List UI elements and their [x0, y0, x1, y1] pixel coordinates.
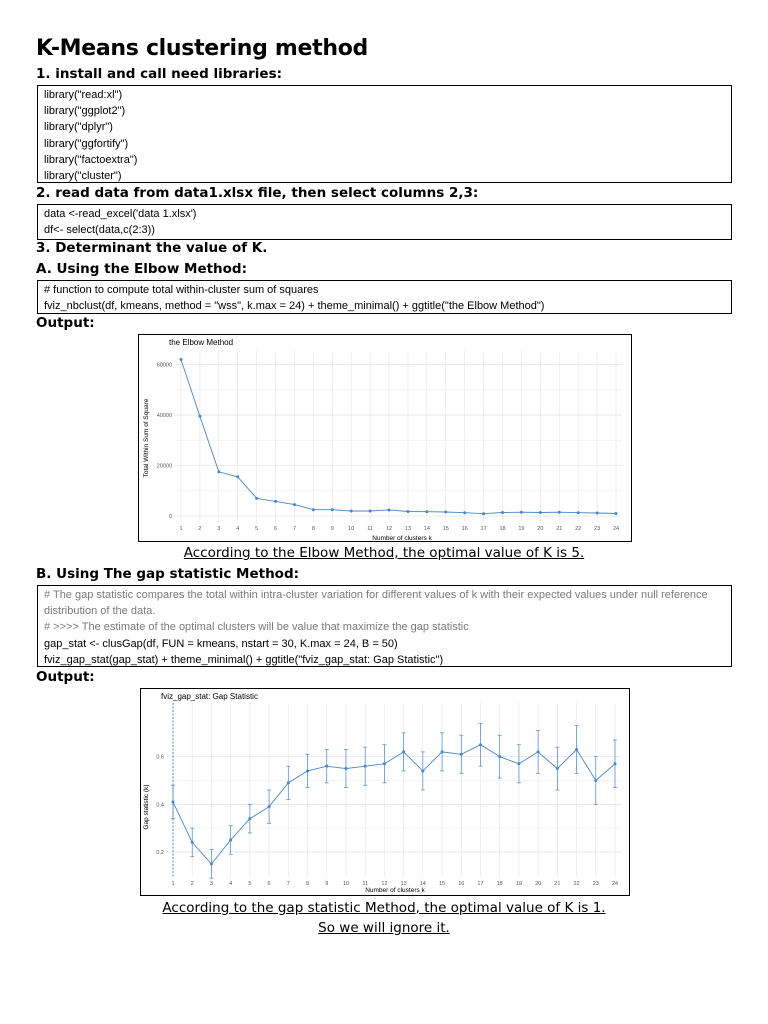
x-tick-label: 6 [267, 881, 271, 887]
x-tick-label: 15 [438, 881, 446, 887]
y-tick-label: 20000 [156, 463, 172, 470]
code-comment: # function to compute total within-cluster sum of squares [44, 284, 319, 296]
elbow-x-axis-label: Number of clusters k [372, 535, 432, 542]
data-point [558, 511, 561, 514]
x-tick-label: 5 [248, 881, 252, 887]
code-line: df<- select(data,c(2:3)) [44, 224, 155, 237]
data-point [517, 762, 520, 765]
data-point [501, 511, 504, 514]
elbow-chart-svg [139, 335, 633, 543]
data-point [575, 748, 578, 751]
x-tick-label: 13 [400, 881, 407, 887]
elbow-y-axis-label: Total Within Sum of Square [143, 398, 150, 478]
x-tick-label: 24 [611, 881, 619, 887]
gap-chart-svg [141, 689, 631, 897]
x-tick-label: 14 [423, 526, 430, 532]
x-tick-label: 1 [179, 526, 183, 532]
x-tick-label: 19 [515, 881, 522, 887]
data-point [274, 500, 277, 503]
data-point [255, 497, 258, 500]
output-label-1: Output: [36, 315, 95, 331]
code-line: fviz_gap_stat(gap_stat) + theme_minimal() + ggtitle("fviz_gap_stat: Gap Statistic") [44, 653, 444, 666]
x-tick-label: 8 [311, 526, 315, 532]
data-point [344, 767, 347, 770]
step3-heading: 3. Determinant the value of K. [36, 240, 268, 256]
code-line: library("factoextra") [44, 153, 138, 166]
data-point [364, 765, 367, 768]
data-point [236, 475, 239, 478]
x-tick-label: 4 [236, 526, 240, 532]
data-point [172, 800, 175, 803]
x-tick-label: 4 [229, 881, 233, 887]
data-point [331, 508, 334, 511]
data-point [402, 750, 405, 753]
x-tick-label: 9 [325, 881, 329, 887]
gap-caption-line1: According to the gap statistic Method, the optimal value of K is 1. [162, 900, 606, 916]
x-tick-label: 8 [305, 881, 310, 887]
y-tick-label: 0 [168, 514, 172, 520]
data-point [383, 762, 386, 765]
data-point [482, 512, 485, 515]
x-tick-label: 1 [171, 881, 175, 887]
y-tick-label: 0.2 [156, 849, 164, 856]
x-tick-label: 17 [477, 881, 484, 887]
data-point [596, 511, 599, 514]
data-point [210, 862, 213, 865]
code-line: gap_stat <- clusGap(df, FUN = kmeans, nstart = 30, K.max = 24, B = 50) [44, 637, 398, 650]
y-tick-label: 60000 [156, 362, 172, 369]
data-point [460, 753, 463, 756]
x-tick-label: 13 [404, 526, 412, 532]
data-point [421, 769, 424, 772]
x-tick-label: 6 [274, 526, 278, 532]
data-point [406, 510, 409, 513]
code-line: library("read:xl") [44, 89, 123, 101]
data-point [425, 510, 428, 513]
document-title: K-Means clustering method [36, 36, 368, 61]
data-point [180, 358, 183, 361]
elbow-chart-title: the Elbow Method [169, 338, 234, 347]
code-line: library("ggplot2") [44, 105, 126, 118]
y-tick-label: 0.4 [156, 802, 164, 809]
data-point [537, 750, 540, 753]
data-point [198, 415, 201, 418]
x-tick-label: 11 [367, 526, 373, 532]
x-tick-label: 3 [217, 526, 221, 532]
x-tick-label: 17 [480, 526, 487, 532]
x-tick-label: 21 [554, 881, 561, 887]
step2-heading: 2. read data from data1.xlsx file, then select columns 2,3: [36, 185, 479, 201]
gap-chart-title: fviz_gap_stat: Gap Statistic [161, 692, 258, 701]
x-tick-label: 14 [419, 881, 426, 887]
x-tick-label: 11 [362, 881, 369, 887]
data-point [217, 470, 220, 473]
x-tick-label: 7 [292, 526, 297, 532]
x-tick-label: 2 [198, 526, 202, 532]
gap-caption-line2: So we will ignore it. [318, 920, 450, 936]
elbow-code-block [37, 280, 732, 314]
gap-x-axis-label: Number of clusters k [365, 887, 425, 894]
x-tick-label: 23 [594, 526, 601, 532]
data-point [441, 750, 444, 753]
data-point [577, 511, 580, 514]
code-comment: # The gap statistic compares the total within intra-cluster variation for different values of k with their expected values under null reference distribution of the data. [44, 589, 708, 618]
code-line: library("dplyr") [44, 121, 113, 134]
elbow-caption: According to the Elbow Method, the optimal value of K is 5. [183, 545, 585, 561]
x-tick-label: 5 [255, 526, 259, 532]
x-tick-label: 2 [190, 881, 194, 887]
code-comment: # >>>> The estimate of the optimal clusters will be value that maximize the gap statistic [44, 621, 469, 634]
output-label-2: Output: [36, 669, 95, 685]
data-point [268, 805, 271, 808]
data-point [614, 762, 617, 765]
data-point [369, 509, 372, 512]
x-tick-label: 20 [537, 526, 544, 532]
gap-heading: B. Using The gap statistic Method: [36, 566, 300, 582]
data-point [191, 841, 194, 844]
y-tick-label: 40000 [156, 413, 172, 420]
elbow-chart [138, 334, 632, 542]
data-point [479, 743, 482, 746]
data-point [388, 508, 391, 511]
x-tick-label: 18 [496, 881, 503, 887]
gap-code-block [37, 585, 732, 667]
data-point [520, 511, 523, 514]
data-point [594, 779, 597, 782]
x-tick-label: 16 [461, 526, 468, 532]
gap-chart [140, 688, 630, 896]
data-point [463, 511, 466, 514]
read-data-code-block [37, 204, 732, 240]
gap-y-axis-label: Gap statistic (k) [143, 784, 150, 830]
x-tick-label: 22 [575, 526, 582, 532]
x-tick-label: 24 [612, 526, 620, 532]
x-tick-label: 22 [573, 881, 580, 887]
x-tick-label: 20 [535, 881, 542, 887]
data-point [248, 817, 251, 820]
x-tick-label: 10 [348, 526, 355, 532]
data-point [325, 765, 328, 768]
data-point [229, 839, 232, 842]
data-point [350, 509, 353, 512]
code-line: library("ggfortify") [44, 137, 129, 150]
data-point [539, 511, 542, 514]
data-point [312, 508, 315, 511]
code-line: data <-read_excel('data 1.xlsx') [44, 208, 197, 220]
x-tick-label: 18 [499, 526, 506, 532]
x-tick-label: 9 [330, 526, 334, 532]
x-tick-label: 19 [518, 526, 525, 532]
x-tick-label: 3 [209, 881, 213, 887]
code-line: fviz_nbclust(df, kmeans, method = "wss", k.max = 24) + theme_minimal() + ggtitle("the Elbow Method") [44, 300, 545, 313]
x-tick-label: 12 [381, 881, 388, 887]
x-tick-label: 23 [592, 881, 599, 887]
x-tick-label: 10 [342, 881, 350, 887]
step1-heading: 1. install and call need libraries: [36, 66, 283, 82]
x-tick-label: 15 [442, 526, 449, 532]
data-point [498, 755, 501, 758]
data-point [556, 767, 559, 770]
y-tick-label: 0.6 [156, 754, 164, 761]
data-point [293, 503, 296, 506]
libraries-code-block [37, 85, 732, 183]
code-line: library("cluster") [44, 170, 122, 183]
data-point [287, 781, 290, 784]
x-tick-label: 16 [458, 881, 465, 887]
elbow-heading: A. Using the Elbow Method: [36, 261, 247, 277]
data-point [615, 512, 618, 515]
data-point [444, 510, 447, 513]
x-tick-label: 21 [556, 526, 563, 532]
x-tick-label: 12 [385, 526, 393, 532]
x-tick-label: 7 [286, 881, 290, 887]
data-point [306, 769, 309, 772]
